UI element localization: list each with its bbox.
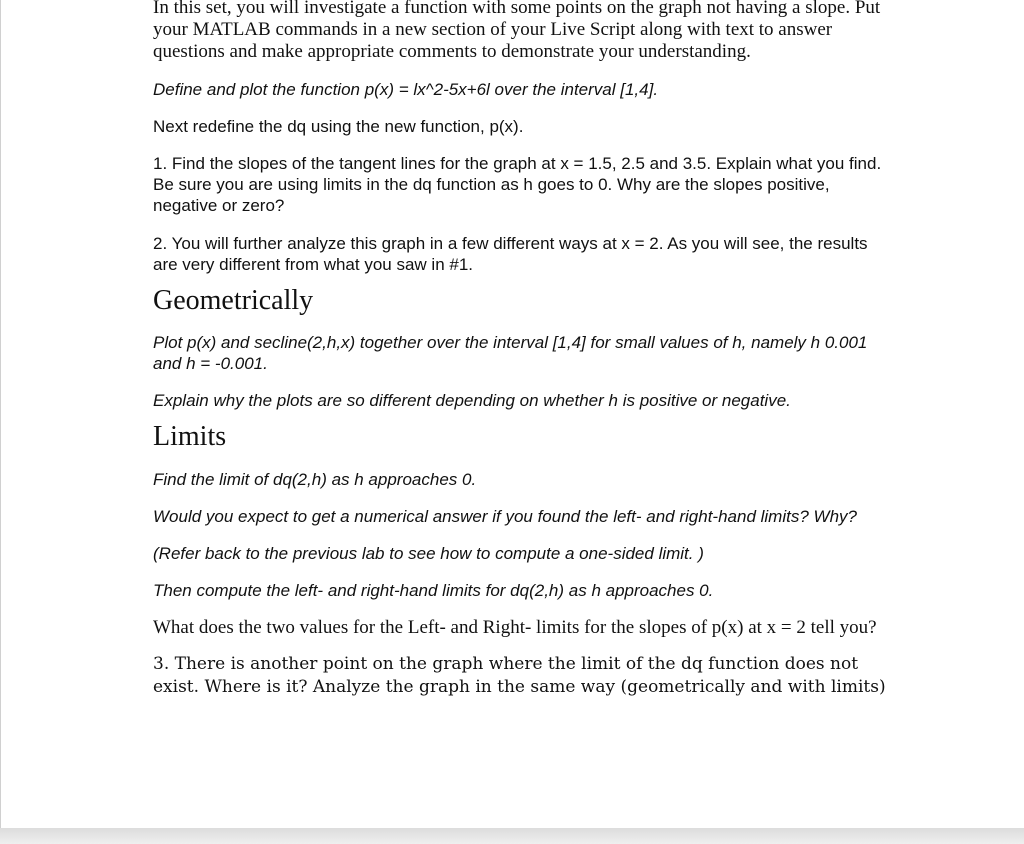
document-content — [153, 0, 893, 699]
heading-geometrically: Geometrically — [153, 285, 314, 316]
compute-limits-instruction: Then compute the left- and right-hand limits for dq(2,h) as h approaches 0. — [153, 581, 714, 600]
plot-instructions: Plot p(x) and secline(2,h,x) together over the interval [1,4] for small values of h, namely h 0.001 and h = -0.001. — [153, 333, 868, 373]
intro-paragraph: In this set, you will investigate a function with some points on the graph not having a slope. Put your MATLAB commands in a new section of your Live Script along with text to answer questions and make appropriate comments to demonstrate your understanding. — [153, 0, 881, 62]
what-values-question: What does the two values for the Left- and Right- limits for the slopes of p(x) at x = 2 tell you? — [153, 617, 877, 638]
page-bottom-edge — [0, 828, 1024, 844]
heading-limits: Limits — [153, 421, 227, 452]
expect-numerical-question: Would you expect to get a numerical answer if you found the left- and right-hand limits? Why? — [153, 507, 857, 526]
question-3: 3. There is another point on the graph where the limit of the dq function does not exist. Where is it? Analyze the graph in the same way (geometrically and with limits) — [153, 654, 886, 697]
question-1: 1. Find the slopes of the tangent lines for the graph at x = 1.5, 2.5 and 3.5. Explain what you find. Be sure you are using limits in the dq function as h goes to 0. Why are the slopes positive, negative or zero? — [153, 154, 882, 215]
define-plot-instruction: Define and plot the function p(x) = lx^2-5x+6l over the interval [1,4]. — [153, 80, 659, 99]
question-2: 2. You will further analyze this graph in a few different ways at x = 2. As you will see, the results are very different from what you saw in #1. — [153, 234, 868, 274]
refer-back-note: (Refer back to the previous lab to see how to compute a one-sided limit. ) — [153, 544, 704, 563]
find-limit-instruction: Find the limit of dq(2,h) as h approaches 0. — [153, 470, 477, 489]
redefine-instruction: Next redefine the dq using the new function, p(x). — [153, 117, 524, 136]
explain-plots: Explain why the plots are so different depending on whether h is positive or negative. — [153, 391, 791, 410]
